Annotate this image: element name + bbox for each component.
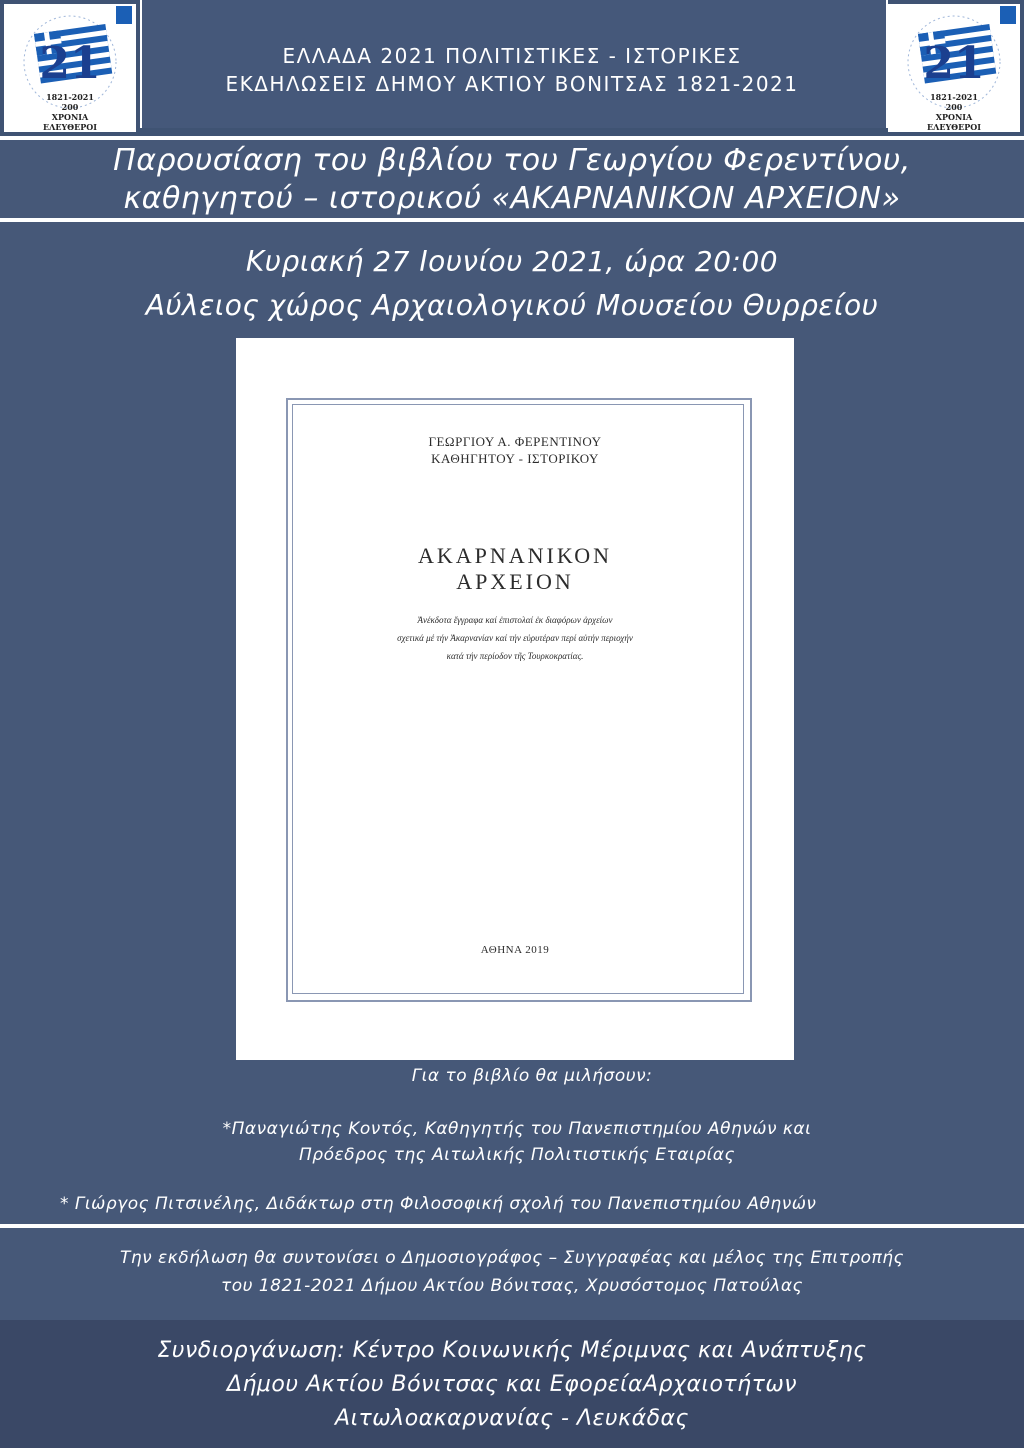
event-place: Αύλειος χώρος Αρχαιολογικού Μουσείου Θυρρείου bbox=[145, 289, 879, 322]
book-desc-line2: σχετικά μέ τήν Ἀκαρνανίαν καί τήν εὐρυτέραν περί αὐτήν περιοχήν bbox=[397, 633, 633, 643]
logo-caption-line3: ΕΛΕΥΘΕΡΟΙ bbox=[927, 122, 981, 132]
logo-number: 21 bbox=[39, 38, 101, 89]
book-description bbox=[236, 611, 794, 665]
divider-top bbox=[0, 136, 1024, 140]
anniversary-logo-left bbox=[4, 4, 136, 132]
speaker-1-line2: Πρόεδρος της Αιτωλικής Πολιτιστικής Εταιρίας bbox=[299, 1145, 735, 1165]
header-title-line1: ΕΛΛΑΔΑ 2021 ΠΟΛΙΤΙΣΤΙΚΕΣ - ΙΣΤΟΡΙΚΕΣ bbox=[282, 44, 742, 68]
book-title-line2: ΑΡΧΕΙΟΝ bbox=[456, 569, 574, 594]
footer-line3: Αιτωλοακαρνανίας - Λευκάδας bbox=[335, 1406, 689, 1431]
presentation-subtitle bbox=[0, 142, 1024, 218]
logo-number: 21 bbox=[923, 38, 985, 89]
footer-line2: Δήμου Ακτίου Βόνιτσας και ΕφορείαΑρχαιοτήτων bbox=[226, 1372, 798, 1397]
subtitle-line2: καθηγητού – ιστορικού «ΑΚΑΡΝΑΝΙΚΟΝ ΑΡΧΕΙΟΝ» bbox=[123, 181, 901, 216]
logo-caption-line2: ΧΡΟΝΙΑ bbox=[51, 112, 89, 122]
book-cover bbox=[236, 338, 794, 1060]
logo-caption bbox=[888, 92, 1020, 132]
coordinator-line2: του 1821-2021 Δήμου Ακτίου Βόνιτσας, Χρυσόστομος Πατούλας bbox=[220, 1276, 804, 1296]
event-date: Κυριακή 27 Ιουνίου 2021, ώρα 20:00 bbox=[245, 245, 779, 278]
header-title bbox=[140, 42, 884, 98]
event-details bbox=[0, 240, 1024, 328]
book-title-line1: ΑΚΑΡΝΑΝΙΚΟΝ bbox=[417, 543, 613, 568]
book-place-year: ΑΘΗΝΑ 2019 bbox=[480, 944, 550, 956]
co-organization bbox=[0, 1334, 1024, 1436]
speakers-intro: Για το βιβλίο θα μιλήσουν: bbox=[411, 1066, 653, 1086]
book-author-line1: ΓΕΩΡΓΙΟΥ Α. ΦΕΡΕΝΤΙΝΟΥ bbox=[428, 434, 602, 449]
book-frame-inner bbox=[292, 404, 744, 994]
coordinator-line1: Την εκδήλωση θα συντονίσει ο Δημοσιογράφος – Συγγραφέας και μέλος της Επιτροπής bbox=[119, 1248, 905, 1268]
book-desc-line1: Ἀνέκδοτα ἔγγραφα καί ἐπιστολαί ἐκ διαφόρων ἀρχείων bbox=[417, 615, 613, 625]
logo-caption-line1: 200 bbox=[945, 102, 963, 112]
anniversary-logo-right bbox=[888, 4, 1020, 132]
speaker-1-line1: *Παναγιώτης Κοντός, Καθηγητής του Πανεπιστημίου Αθηνών και bbox=[222, 1119, 812, 1139]
subtitle-line1: Παρουσίαση του βιβλίου του Γεωργίου Φερεντίνου, bbox=[113, 143, 911, 178]
logo-caption-line3: ΕΛΕΥΘΕΡΟΙ bbox=[43, 122, 97, 132]
logo-years: 1821-2021 bbox=[46, 92, 94, 102]
speaker-2: * Γιώργος Πιτσινέλης, Διδάκτωρ στη Φιλοσοφική σχολή του Πανεπιστημίου Αθηνών bbox=[60, 1194, 817, 1214]
coordinator-note bbox=[0, 1244, 1024, 1300]
book-author-line2: ΚΑΘΗΓΗΤΟΥ - ΙΣΤΟΡΙΚΟΥ bbox=[431, 451, 599, 466]
speaker-1 bbox=[0, 1116, 1024, 1168]
logo-years: 1821-2021 bbox=[930, 92, 978, 102]
book-desc-line3: κατά τήν περίοδον τῆς Τουρκοκρατίας. bbox=[446, 651, 584, 661]
logo-caption-line2: ΧΡΟΝΙΑ bbox=[935, 112, 973, 122]
book-title bbox=[236, 543, 794, 595]
footer-line1: Συνδιοργάνωση: Κέντρο Κοινωνικής Μέριμνας και Ανάπτυξης bbox=[157, 1338, 867, 1363]
header-title-line2: ΕΚΔΗΛΩΣΕΙΣ ΔΗΜΟΥ ΑΚΤΙΟΥ ΒΟΝΙΤΣΑΣ 1821-2021 bbox=[225, 72, 799, 96]
logo-caption bbox=[4, 92, 136, 132]
logo-caption-line1: 200 bbox=[61, 102, 79, 112]
divider-subtitle bbox=[0, 218, 1024, 222]
divider-speakers bbox=[0, 1224, 1024, 1228]
book-author bbox=[236, 433, 794, 467]
